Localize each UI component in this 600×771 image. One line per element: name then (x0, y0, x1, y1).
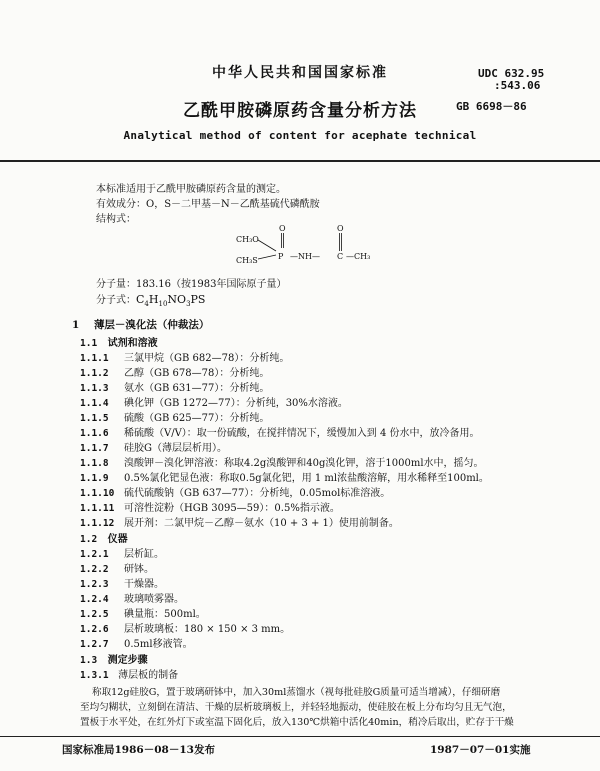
instrument-item-text: 研钵。 (124, 564, 154, 575)
scope-statement: 本标准适用于乙酰甲胺磷原药含量的测定。 (96, 184, 286, 195)
udc-line-2: :543.06 (494, 79, 541, 92)
instrument-item-text: 0.5ml移液管。 (124, 639, 193, 650)
reagent-item-number: 1.1.8 (80, 458, 109, 469)
reagent-item (80, 427, 480, 440)
amide-nh: —NH— (290, 252, 320, 261)
reagent-item-text: 碘化钾（GB 1272—77）：分析纯，30%水溶液。 (124, 398, 348, 409)
reagent-item-number: 1.1.5 (80, 413, 109, 424)
reagent-item-text: 硫代硫酸钠（GB 637—77）：分析纯，0.05mol标准溶液。 (124, 488, 391, 499)
reagent-item (80, 382, 269, 395)
reagent-item (80, 517, 399, 530)
reagent-item (80, 352, 289, 365)
molecular-formula (96, 293, 205, 311)
methoxy-group: CH₃O (236, 235, 259, 244)
phosphoryl-oxygen: O (279, 224, 286, 233)
subsection-1-3-heading: 1.3 测定步骤 (80, 655, 148, 666)
reagent-item-number: 1.1.1 (80, 353, 109, 364)
instrument-item-text: 碘量瓶：500ml。 (124, 609, 206, 620)
instrument-item-number: 1.2.7 (80, 639, 109, 650)
methylthio-group: CH₃S (236, 256, 258, 265)
document-title: 乙酰甲胺磷原药含量分析方法 (183, 101, 417, 121)
gb-standard-number: GB 6698－86 (456, 100, 527, 113)
reagent-item (80, 457, 484, 470)
instrument-item (80, 638, 193, 651)
instrument-item (80, 593, 184, 606)
subsection-1-1-heading: 1.1 试剂和溶液 (80, 338, 158, 349)
reagent-item (80, 397, 348, 410)
subsection-1-2-heading: 1.2 仪器 (80, 534, 128, 545)
instrument-item-number: 1.2.1 (80, 549, 109, 560)
udc-code (478, 68, 544, 92)
reagent-item-text: 乙醇（GB 678—78）：分析纯。 (124, 368, 270, 379)
instrument-item (80, 608, 206, 621)
header-divider (0, 160, 600, 162)
procedure-paragraph-line-3: 置板于水平处，在红外灯下或室温下固化后，放入130℃烘箱中活化40min，稍冷后取出，贮存于干燥 (80, 717, 514, 728)
reagent-item-text: 氨水（GB 631—77）：分析纯。 (124, 383, 270, 394)
instrument-item-number: 1.2.2 (80, 564, 109, 575)
section-number: 1 (72, 319, 80, 331)
reagent-item-number: 1.1.9 (80, 473, 109, 484)
reagent-item-text: 稀硫酸（V/V）：取一份硫酸，在搅拌情况下，缓慢加入到 4 份水中，放冷备用。 (124, 428, 480, 439)
reagent-item-text: 展开剂：二氯甲烷－乙醇－氨水（10 + 3 + 1）使用前制备。 (124, 518, 399, 529)
reagent-item (80, 412, 269, 425)
instrument-item (80, 623, 290, 636)
reagent-item-number: 1.1.3 (80, 383, 109, 394)
footer-divider (0, 736, 600, 737)
reagent-item-number: 1.1.4 (80, 398, 109, 409)
formula-value: $C_4H_{10}NO_3PS$ (136, 293, 206, 309)
section-title: 薄层－溴化法（仲裁法） (93, 319, 210, 331)
standard-category-title: 中华人民共和国国家标准 (212, 65, 388, 81)
procedure-paragraph-line-2: 至均匀糊状，立刻倒在清洁、干燥的层析玻璃板上，并轻轻地振动，使硅胶在板上分布均匀且无气泡， (80, 702, 512, 713)
reagent-item (80, 367, 269, 380)
instrument-item-number: 1.2.4 (80, 594, 109, 605)
effective-date: 1987－07－01实施 (430, 744, 531, 756)
phosphorus-atom: P (278, 252, 284, 261)
reagent-item (80, 442, 227, 455)
english-title: Analytical method of content for acephate technical (123, 129, 477, 142)
instrument-item (80, 578, 164, 591)
instrument-item (80, 548, 164, 561)
instrument-item-number: 1.2.3 (80, 579, 109, 590)
reagent-item (80, 502, 340, 515)
acetyl-methyl: —CH₃ (346, 252, 370, 261)
reagent-item-text: 可溶性淀粉（HGB 3095—59）：0.5%指示液。 (124, 503, 340, 514)
instrument-item-text: 层析缸。 (124, 549, 164, 560)
structure-label: 结构式： (96, 214, 136, 225)
subsection-1-3-1-heading: 1.3.1 薄层板的制备 (80, 670, 179, 681)
instrument-item-text: 玻璃喷雾器。 (124, 594, 184, 605)
instrument-item-text: 层析玻璃板：180 × 150 × 3 mm。 (124, 624, 291, 635)
carbonyl-oxygen: O (337, 224, 344, 233)
reagent-item-number: 1.1.10 (80, 488, 115, 499)
instrument-item-text: 干燥器。 (124, 579, 164, 590)
reagent-item-text: 0.5%氯化钯显色液：称取0.5g氯化钯，用 1 ml浓盐酸溶解，用水稀释至100ml。 (124, 473, 489, 484)
formula-label: 分子式： (96, 295, 136, 306)
udc-line-1: UDC 632.95 (478, 67, 545, 80)
reagent-item-number: 1.1.11 (80, 503, 115, 514)
carbonyl-carbon: C (337, 252, 344, 261)
instrument-item (80, 563, 154, 576)
instrument-item-number: 1.2.6 (80, 624, 109, 635)
reagent-item-text: 溴酸钾－溴化钾溶液：称取4.2g溴酸钾和40g溴化钾，溶于1000ml水中，摇匀。 (124, 458, 484, 469)
reagent-item-number: 1.1.6 (80, 428, 109, 439)
reagent-item-text: 硫酸（GB 625—77）：分析纯。 (124, 413, 270, 424)
reagent-item (80, 487, 390, 500)
reagent-item-text: 三氯甲烷（GB 682—78）：分析纯。 (124, 353, 290, 364)
section-1-heading (72, 317, 209, 332)
reagent-item-number: 1.1.12 (80, 518, 115, 529)
reagent-item-number: 1.1.7 (80, 443, 109, 454)
reagent-item (80, 472, 489, 485)
structural-formula (230, 222, 370, 268)
molecular-weight: 分子量：183.16（按1983年国际原子量） (96, 279, 287, 290)
issue-date: 国家标准局1986－08－13发布 (62, 744, 215, 756)
reagent-item-number: 1.1.2 (80, 368, 109, 379)
procedure-paragraph-line-1: 称取12g硅胶G，置于玻璃研钵中，加入30ml蒸馏水（视每批硅胶G质量可适当增减），仔细研磨 (92, 687, 501, 698)
active-ingredient: 有效成分：O，S－二甲基－N－乙酰基硫代磷酰胺 (96, 199, 320, 210)
instrument-item-number: 1.2.5 (80, 609, 109, 620)
reagent-item-text: 硅胶G（薄层层析用）。 (124, 443, 227, 454)
